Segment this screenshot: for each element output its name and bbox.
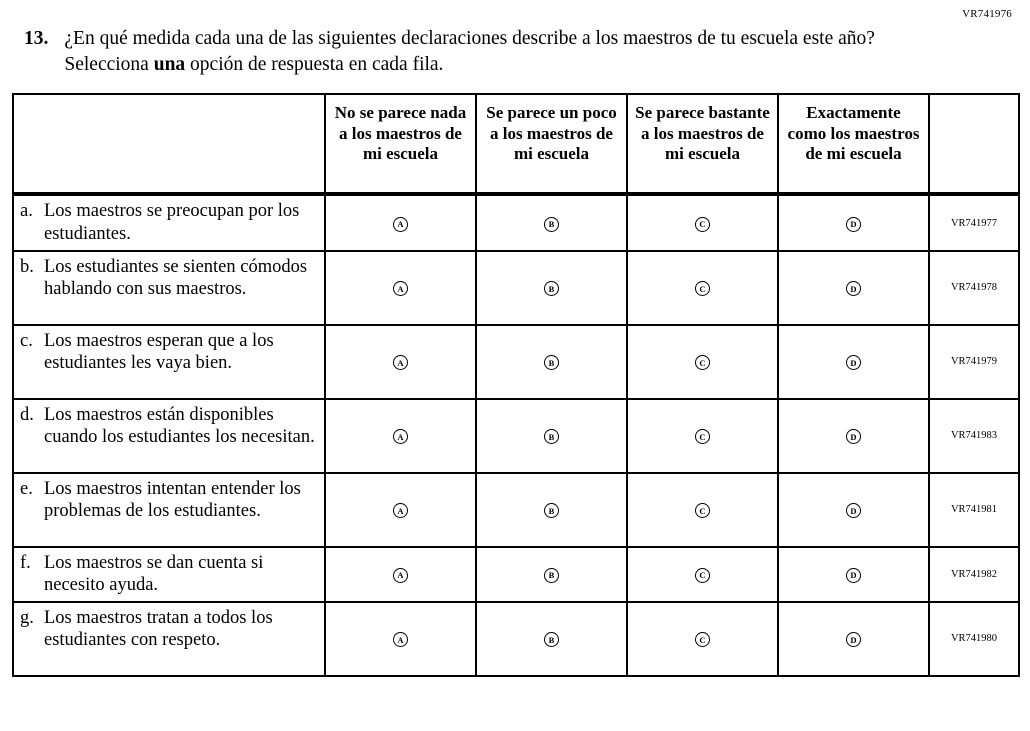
option-b-bubble[interactable]: B bbox=[544, 632, 559, 647]
question-text-after: opción de respuesta en cada fila. bbox=[185, 53, 444, 75]
option-d-bubble[interactable]: D bbox=[846, 217, 861, 232]
column-header-se-parece-bastante: Se parece bastante a los maestros de mi escuela bbox=[627, 94, 778, 194]
column-header-exactamente-como: Exactamente como los maestros de mi escuela bbox=[778, 94, 929, 194]
option-c-bubble[interactable]: C bbox=[695, 217, 710, 232]
table-row-d bbox=[13, 399, 1019, 473]
statement-text: Los estudiantes se sienten cómodos hablando con sus maestros. bbox=[44, 256, 308, 300]
statement-cell bbox=[13, 194, 325, 250]
row-code: VR741977 bbox=[929, 194, 1019, 250]
question-text-before: ¿En qué medida cada una de las siguientes declaraciones describe a los maestros de tu escuela este año? Selecciona bbox=[64, 28, 875, 75]
row-code: VR741980 bbox=[929, 602, 1019, 676]
option-b-bubble[interactable]: B bbox=[544, 281, 559, 296]
option-d-bubble[interactable]: D bbox=[846, 281, 861, 296]
row-code: VR741982 bbox=[929, 547, 1019, 602]
option-cell-a bbox=[325, 547, 476, 602]
option-b-bubble[interactable]: B bbox=[544, 217, 559, 232]
option-c-bubble[interactable]: C bbox=[695, 568, 710, 583]
statement-cell bbox=[13, 399, 325, 473]
option-d-bubble[interactable]: D bbox=[846, 632, 861, 647]
option-cell-c bbox=[627, 399, 778, 473]
statement-cell bbox=[13, 473, 325, 547]
option-b-bubble[interactable]: B bbox=[544, 568, 559, 583]
option-a-bubble[interactable]: A bbox=[393, 632, 408, 647]
question-13 bbox=[24, 26, 1018, 77]
column-header-se-parece-un-poco: Se parece un poco a los maestros de mi escuela bbox=[476, 94, 627, 194]
row-code: VR741979 bbox=[929, 325, 1019, 399]
option-cell-c bbox=[627, 473, 778, 547]
option-cell-c bbox=[627, 547, 778, 602]
corner-cell bbox=[13, 94, 325, 194]
row-code: VR741983 bbox=[929, 399, 1019, 473]
statement-text: Los maestros esperan que a los estudiantes les vaya bien. bbox=[44, 330, 274, 374]
option-c-bubble[interactable]: C bbox=[695, 632, 710, 647]
question-text bbox=[64, 26, 944, 77]
table-row-e bbox=[13, 473, 1019, 547]
question-number: 13. bbox=[24, 28, 49, 49]
row-code: VR741978 bbox=[929, 251, 1019, 325]
statement-text: Los maestros tratan a todos los estudiantes con respeto. bbox=[44, 607, 273, 651]
option-cell-b bbox=[476, 399, 627, 473]
question-bold-word: una bbox=[153, 53, 186, 75]
option-cell-b bbox=[476, 602, 627, 676]
option-cell-c bbox=[627, 251, 778, 325]
table-row-a bbox=[13, 194, 1019, 250]
option-d-bubble[interactable]: D bbox=[846, 429, 861, 444]
statement-text: Los maestros intentan entender los problemas de los estudiantes. bbox=[44, 478, 301, 522]
option-b-bubble[interactable]: B bbox=[544, 429, 559, 444]
table-row-f bbox=[13, 547, 1019, 602]
statement-text: Los maestros se preocupan por los estudiantes. bbox=[44, 201, 300, 245]
option-cell-d bbox=[778, 547, 929, 602]
option-c-bubble[interactable]: C bbox=[695, 503, 710, 518]
row-letter: e. bbox=[20, 478, 33, 499]
option-cell-c bbox=[627, 602, 778, 676]
option-a-bubble[interactable]: A bbox=[393, 217, 408, 232]
option-cell-a bbox=[325, 194, 476, 250]
option-a-bubble[interactable]: A bbox=[393, 568, 408, 583]
option-cell-b bbox=[476, 251, 627, 325]
row-letter: d. bbox=[20, 404, 34, 425]
option-cell-c bbox=[627, 325, 778, 399]
option-cell-a bbox=[325, 251, 476, 325]
option-cell-a bbox=[325, 399, 476, 473]
option-c-bubble[interactable]: C bbox=[695, 355, 710, 370]
option-cell-a bbox=[325, 602, 476, 676]
response-matrix-table bbox=[12, 93, 1020, 676]
table-row-g bbox=[13, 602, 1019, 676]
option-cell-b bbox=[476, 194, 627, 250]
column-header-no-se-parece-nada: No se parece nada a los maestros de mi escuela bbox=[325, 94, 476, 194]
option-b-bubble[interactable]: B bbox=[544, 355, 559, 370]
option-cell-d bbox=[778, 194, 929, 250]
option-cell-b bbox=[476, 473, 627, 547]
option-cell-d bbox=[778, 473, 929, 547]
option-c-bubble[interactable]: C bbox=[695, 281, 710, 296]
option-cell-d bbox=[778, 325, 929, 399]
option-cell-a bbox=[325, 473, 476, 547]
row-code: VR741981 bbox=[929, 473, 1019, 547]
table-row-c bbox=[13, 325, 1019, 399]
option-a-bubble[interactable]: A bbox=[393, 355, 408, 370]
statement-cell bbox=[13, 251, 325, 325]
option-d-bubble[interactable]: D bbox=[846, 503, 861, 518]
statement-text: Los maestros están disponibles cuando los estudiantes los necesitan. bbox=[44, 404, 315, 448]
option-cell-d bbox=[778, 399, 929, 473]
option-cell-d bbox=[778, 602, 929, 676]
option-cell-c bbox=[627, 194, 778, 250]
option-cell-b bbox=[476, 325, 627, 399]
row-letter: f. bbox=[20, 552, 31, 573]
code-column-header bbox=[929, 94, 1019, 194]
table-row-b bbox=[13, 251, 1019, 325]
option-b-bubble[interactable]: B bbox=[544, 503, 559, 518]
statement-cell bbox=[13, 602, 325, 676]
option-d-bubble[interactable]: D bbox=[846, 355, 861, 370]
option-d-bubble[interactable]: D bbox=[846, 568, 861, 583]
option-a-bubble[interactable]: A bbox=[393, 281, 408, 296]
row-letter: g. bbox=[20, 607, 34, 628]
option-cell-a bbox=[325, 325, 476, 399]
row-letter: b. bbox=[20, 256, 34, 277]
option-cell-d bbox=[778, 251, 929, 325]
option-a-bubble[interactable]: A bbox=[393, 429, 408, 444]
statement-cell bbox=[13, 547, 325, 602]
statement-cell bbox=[13, 325, 325, 399]
option-c-bubble[interactable]: C bbox=[695, 429, 710, 444]
page-code: VR741976 bbox=[962, 8, 1012, 20]
option-cell-b bbox=[476, 547, 627, 602]
option-a-bubble[interactable]: A bbox=[393, 503, 408, 518]
header-row bbox=[13, 94, 1019, 194]
row-letter: a. bbox=[20, 201, 33, 222]
row-letter: c. bbox=[20, 330, 33, 351]
statement-text: Los maestros se dan cuenta si necesito ayuda. bbox=[44, 552, 264, 596]
